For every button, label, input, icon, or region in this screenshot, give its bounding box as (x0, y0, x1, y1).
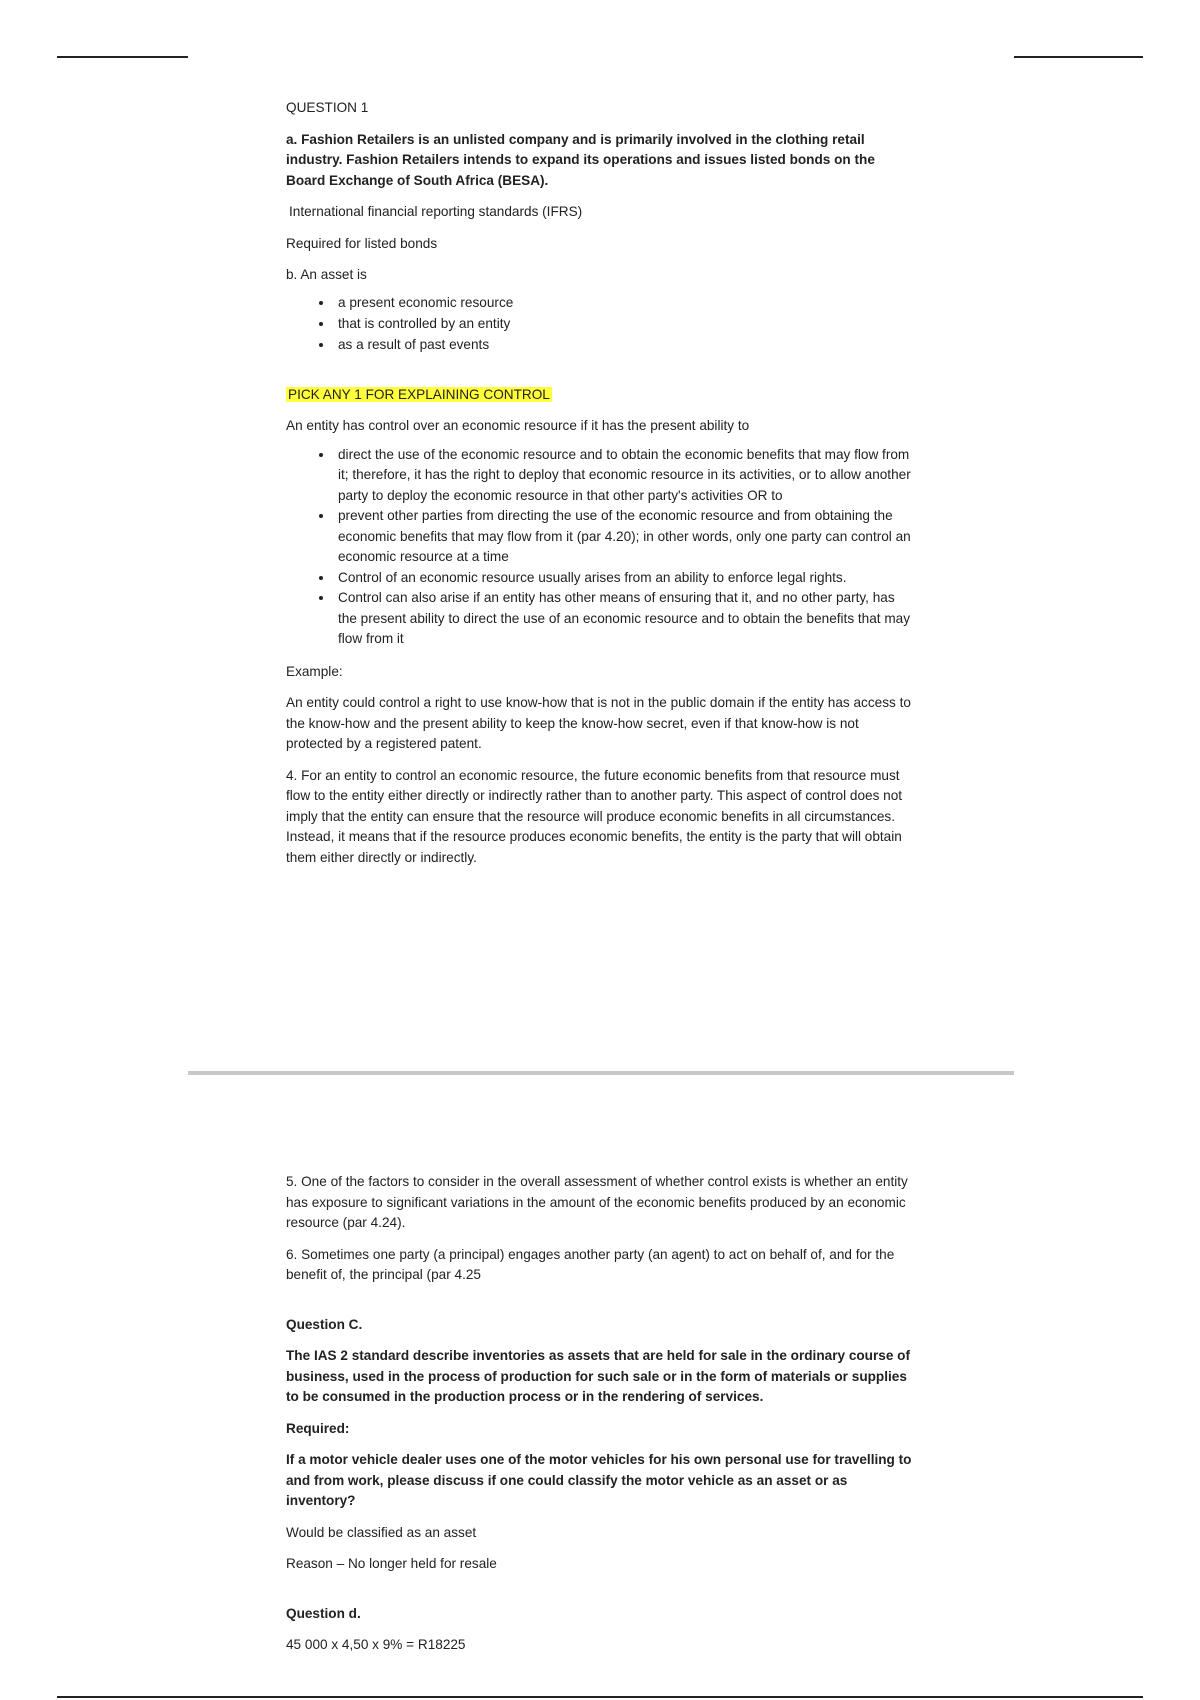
asset-bullet: • that is controlled by an entity (334, 313, 916, 334)
page-2-content (286, 1172, 916, 1667)
required-label: Required: (286, 1420, 350, 1436)
question-1-heading: QUESTION 1 (286, 100, 369, 115)
control-intro: An entity has control over an economic resource if it has the present ability to (286, 418, 750, 433)
point-6: 6. Sometimes one party (a principal) engages another party (an agent) to act on behalf of, and for the benefit of, the principal (par 4.25 (286, 1246, 895, 1282)
bottom-rule (57, 1696, 1143, 1698)
question-c-heading: Question C. (286, 1316, 363, 1332)
page-1-content (286, 98, 916, 879)
asset-bullet: • as a result of past events (334, 334, 916, 355)
ifrs-line: International financial reporting standards (IFRS) (289, 204, 583, 219)
point-4: 4. For an entity to control an economic resource, the future economic benefits from that resource must flow to the entity either directly or indirectly rather than to another party. This aspect of control does not imply that the entity can ensure that the resource will produce economic benefits in all circumstances. Instead, it means that if the resource produces economic benefits, the entity is the party that will obtain them either directly or indirectly. (286, 767, 903, 865)
top-left-rule (57, 56, 188, 58)
point-5: 5. One of the factors to consider in the overall assessment of whether control exists is whether an entity has exposure to significant variations in the amount of the economic benefits produced by an economic resource (par 4.24). (286, 1174, 908, 1230)
control-bullet: • Control can also arise if an entity has other means of ensuring that it, and no other party, has the present ability to direct the use of an economic resource and to obtain the benefits that may flow from it (334, 588, 916, 650)
reason-line: Reason – No longer held for resale (286, 1556, 497, 1571)
control-bullet: • Control of an economic resource usually arises from an ability to enforce legal rights. (334, 568, 916, 589)
question-1a-text: a. Fashion Retailers is an unlisted company and is primarily involved in the clothing retail industry. Fashion Retailers intends to expand its operations and issues listed bonds on the Board Exchange of South Africa (BESA). (286, 131, 875, 188)
control-bullet-list (286, 445, 916, 650)
question-d-heading: Question d. (286, 1605, 361, 1621)
asset-bullet-list (286, 292, 916, 355)
answer-line: Would be classified as an asset (286, 1524, 477, 1540)
calculation-line: 45 000 x 4,50 x 9% = R18225 (286, 1637, 466, 1652)
page-divider (188, 1071, 1014, 1075)
question-c-text: The IAS 2 standard describe inventories as assets that are held for sale in the ordinary course of business, used in the process of production for such sale or in the form of materials or supplies to be consumed in the production process or in the rendering of services. (286, 1348, 911, 1404)
asset-intro: b. An asset is (286, 267, 367, 282)
required-question: If a motor vehicle dealer uses one of the motor vehicles for his own personal use for travelling to and from work, please discuss if one could classify the motor vehicle as an asset or as inventory? (286, 1452, 912, 1508)
control-bullet: • direct the use of the economic resource and to obtain the economic benefits that may flow from it; therefore, it has the right to deploy that economic resource in its activities, or to allow another party to deploy the economic resource in that other party's activities OR to (334, 445, 916, 507)
required-line: Required for listed bonds (286, 235, 438, 251)
top-right-rule (1014, 56, 1143, 58)
asset-bullet: • a present economic resource (334, 292, 916, 313)
control-bullet: • prevent other parties from directing the use of the economic resource and from obtaining the economic benefits that may flow from it (par 4.20); in other words, only one party can control an economic resource at a time (334, 506, 916, 568)
example-label: Example: (286, 663, 343, 679)
example-text: An entity could control a right to use know-how that is not in the public domain if the entity has access to the know-how and the present ability to keep the know-how secret, even if that know-how is not protected by a registered patent. (286, 695, 911, 751)
highlighted-label: PICK ANY 1 FOR EXPLAINING CONTROL (288, 386, 550, 402)
